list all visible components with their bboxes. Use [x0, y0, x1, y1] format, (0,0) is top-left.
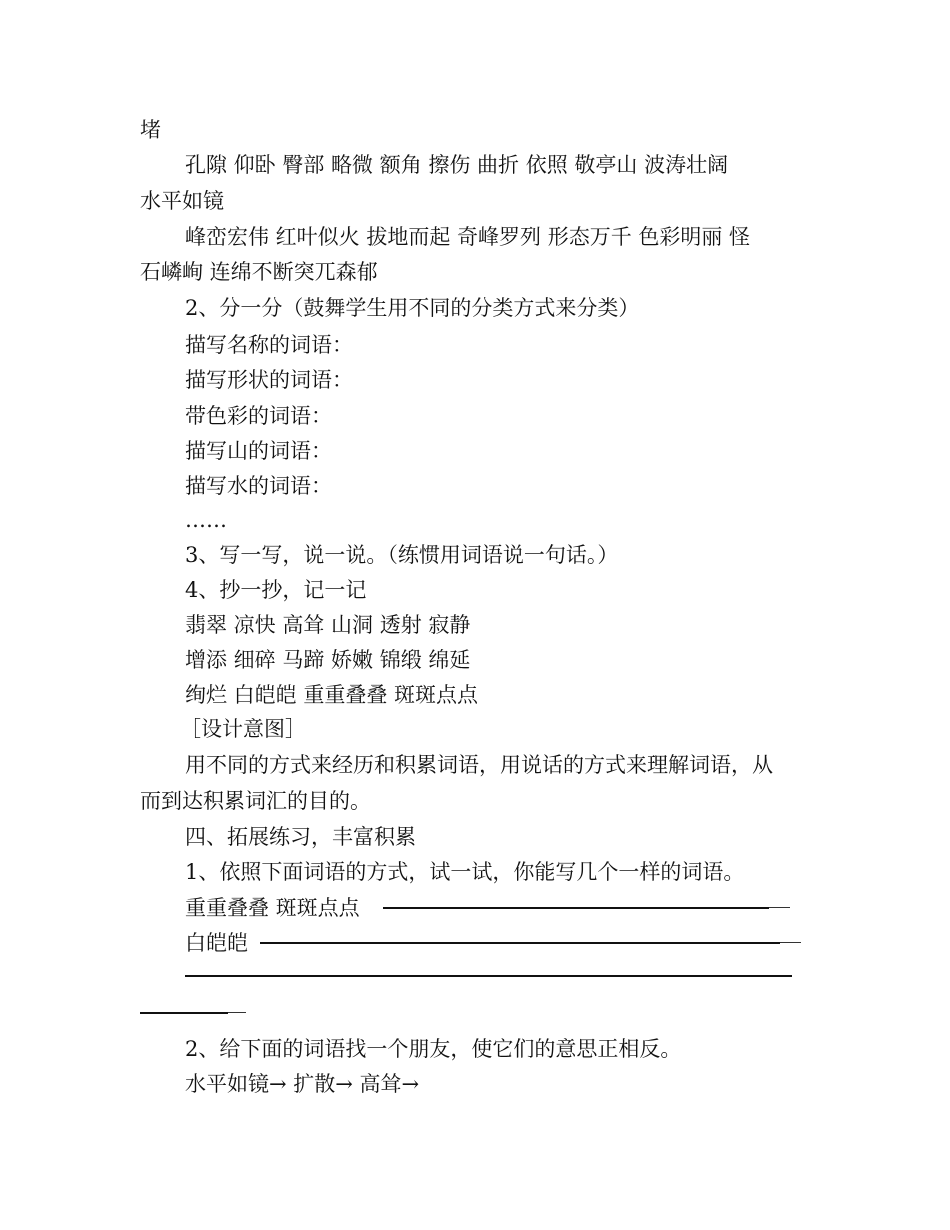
text-line: 峰峦宏伟 红叶似火 拔地而起 奇峰罗列 形态万千 色彩明丽 怪: [185, 225, 751, 249]
word-list: 绚烂 白皑皑 重重叠叠 斑斑点点: [185, 683, 479, 707]
exercise-example: 白皑皑: [185, 931, 248, 955]
answer-blank: [185, 975, 792, 977]
word-list: 增添 细碎 马蹄 娇嫩 锦缎 绵延: [185, 648, 471, 672]
design-intent-heading: ［设计意图］: [180, 717, 306, 741]
answer-blank: [769, 907, 790, 908]
section-item: 2、分一分（鼓舞学生用不同的分类方式来分类）: [185, 296, 640, 320]
category-label: 描写山的词语：: [185, 439, 332, 463]
paragraph-line: 用不同的方式来经历和积累词语，用说话的方式来理解词语，从: [185, 753, 773, 777]
exercise-prompt: 1、依照下面词语的方式，试一试，你能写几个一样的词语。: [185, 860, 745, 884]
exercise-antonyms: 水平如镜→ 扩散→ 高耸→: [185, 1072, 420, 1096]
section-item: 3、写一写，说一说。（练惯用词语说一句话。）: [185, 543, 619, 567]
category-label: 带色彩的词语：: [185, 404, 332, 428]
answer-blank: [260, 942, 780, 944]
text-line: 孔隙 仰卧 臀部 略微 额角 擦伤 曲折 依照 敬亭山 波涛壮阔: [185, 153, 729, 177]
section-heading: 四、拓展练习，丰富积累: [185, 825, 416, 849]
category-label: 描写水的词语：: [185, 474, 332, 498]
answer-blank: [780, 942, 801, 943]
category-label: 描写形状的词语：: [185, 368, 353, 392]
text-line: 堵: [140, 118, 161, 142]
category-label: 描写名称的词语：: [185, 333, 353, 357]
paragraph-line: 而到达积累词汇的目的。: [140, 789, 371, 813]
answer-blank: [383, 907, 769, 909]
word-list: 翡翠 凉快 高耸 山洞 透射 寂静: [185, 613, 471, 637]
text-line: 石嶙峋 连绵不断突兀森郁: [140, 260, 378, 284]
answer-blank: [140, 1012, 228, 1014]
section-item: 4、抄一抄，记一记: [185, 578, 367, 602]
exercise-prompt: 2、给下面的词语找一个朋友，使它们的意思正相反。: [185, 1037, 682, 1061]
text-line: 水平如镜: [140, 189, 224, 213]
ellipsis: ……: [185, 508, 227, 532]
exercise-example: 重重叠叠 斑斑点点: [185, 896, 360, 920]
answer-blank: [228, 1012, 246, 1013]
